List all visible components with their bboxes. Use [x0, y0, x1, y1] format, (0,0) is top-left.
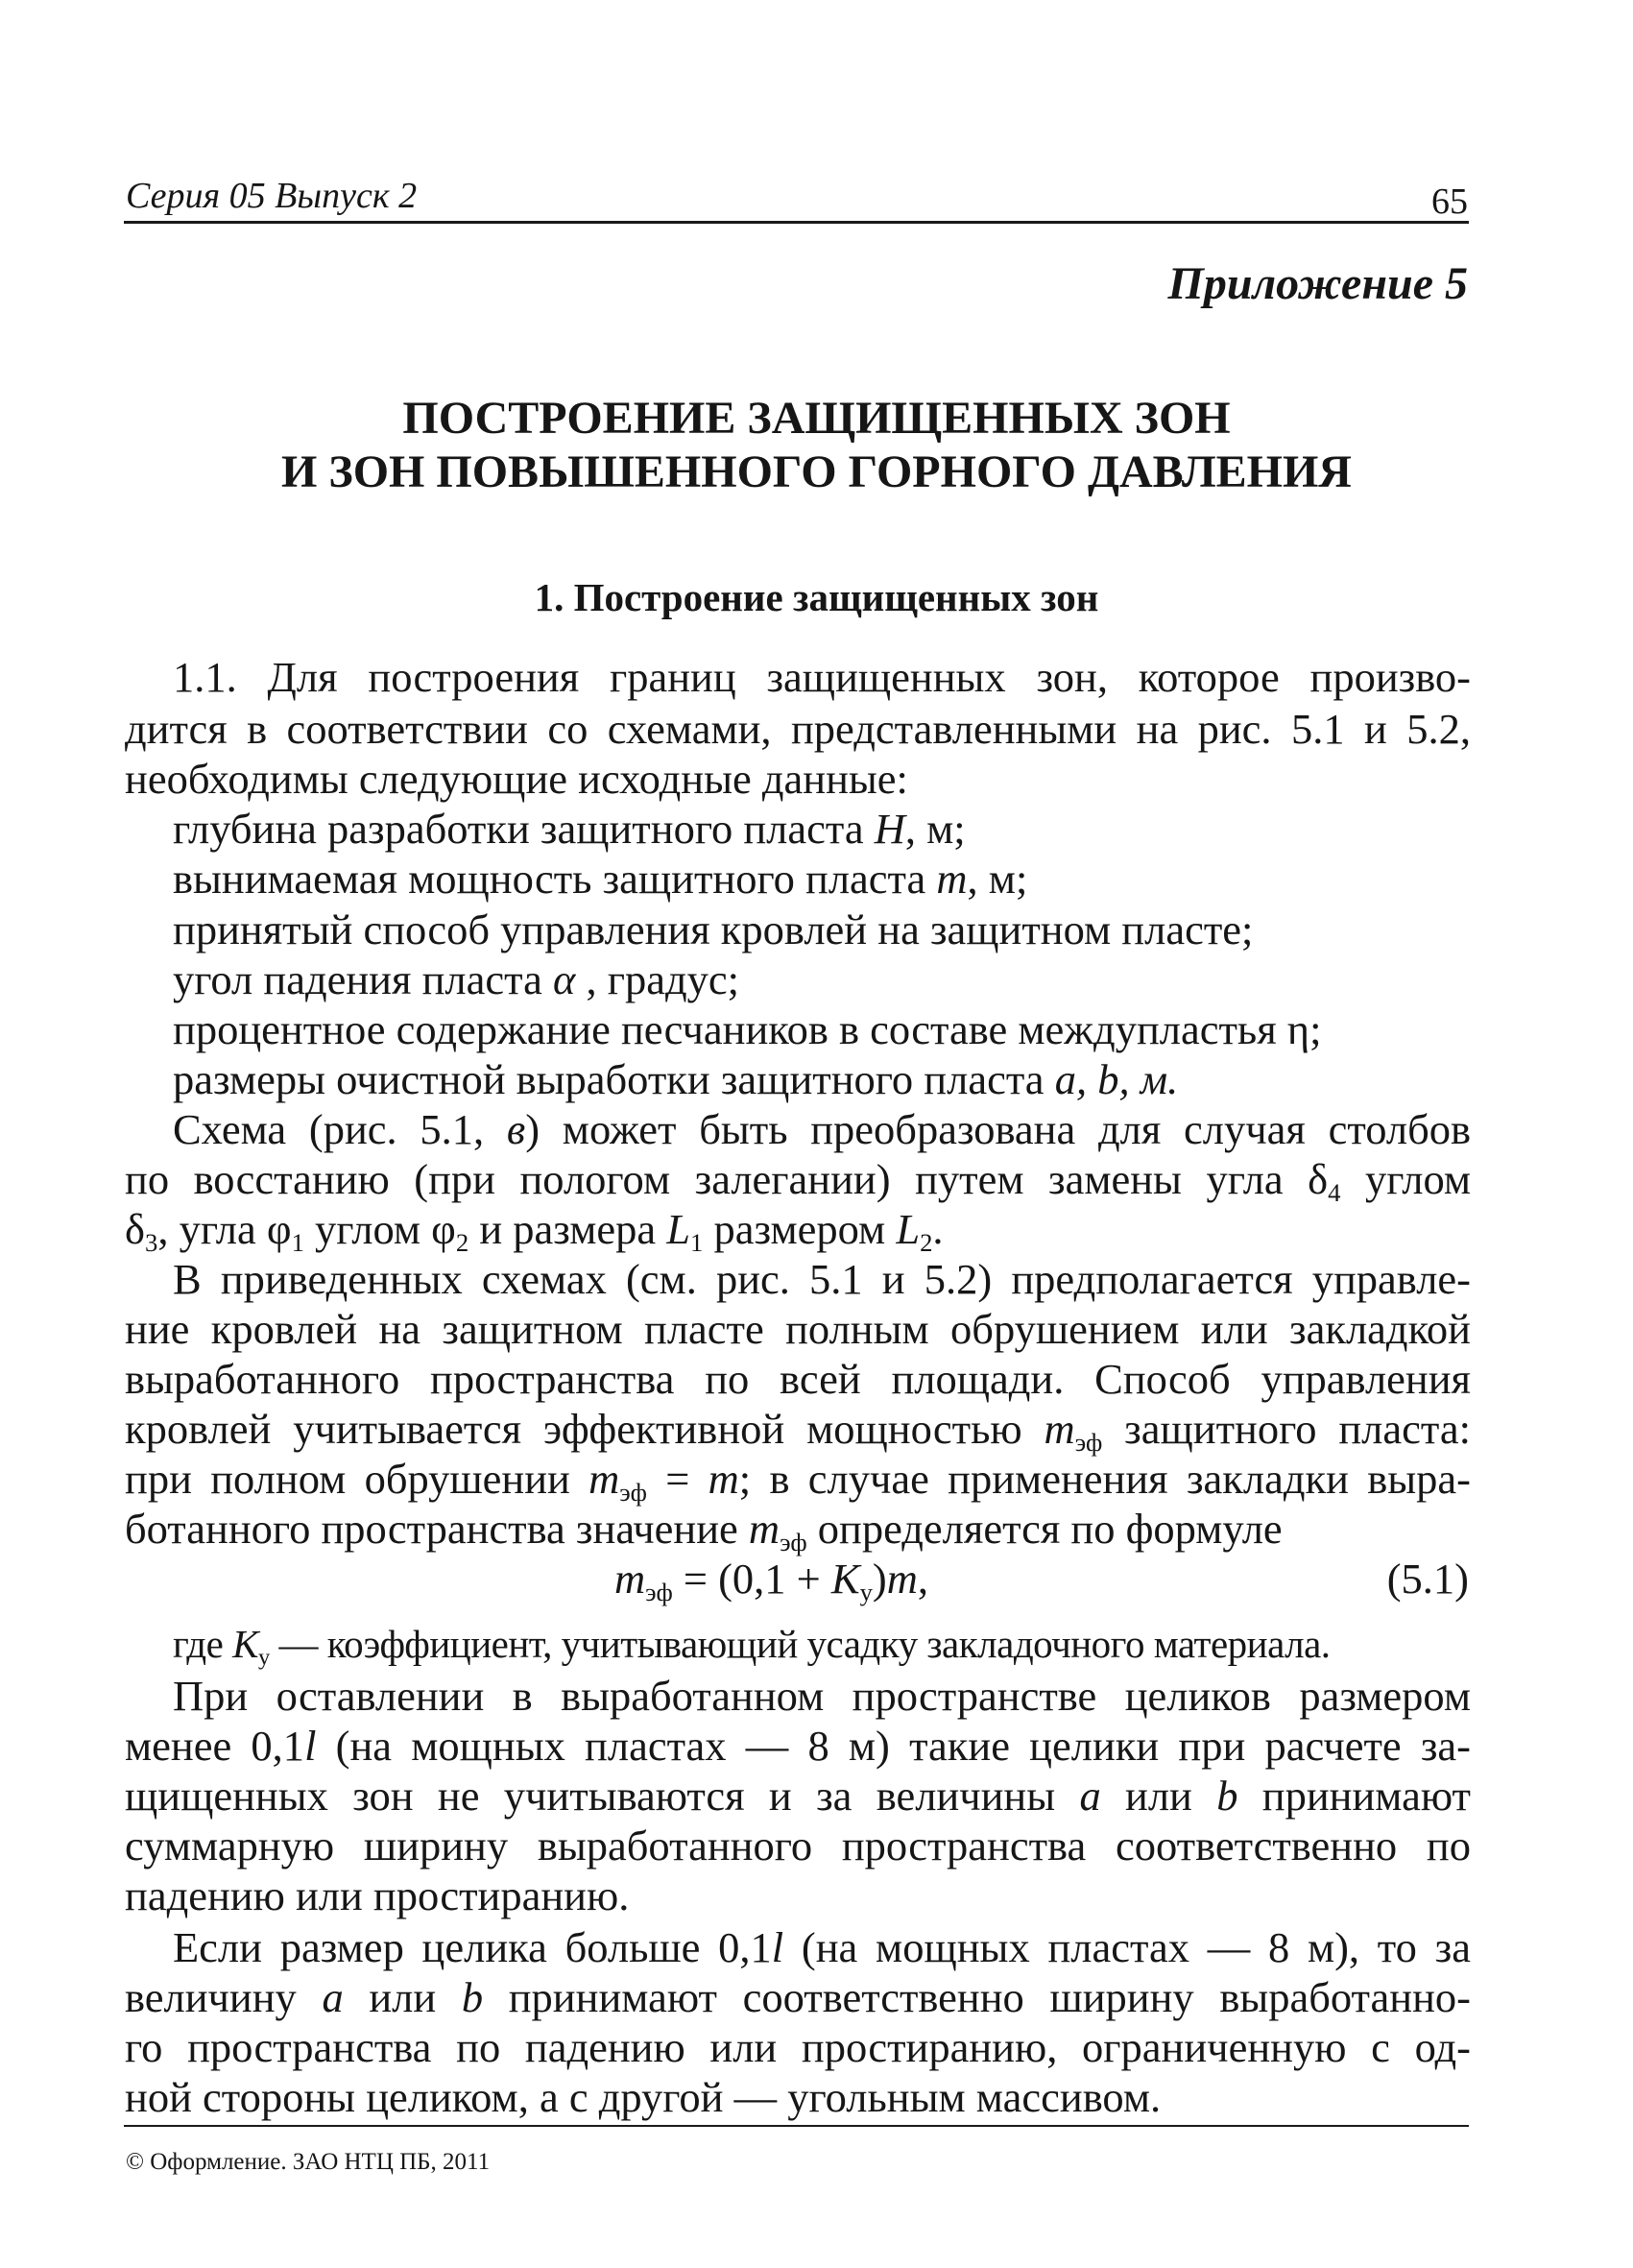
- text-line: Если размер целика больше 0,1l (на мощных пластах — 8 м), то за: [173, 1923, 1471, 1971]
- list-item: процентное содержание песчаников в составе междупластья η;: [173, 1005, 1322, 1053]
- footer-copyright: © Оформление. ЗАО НТЦ ПБ, 2011: [126, 2149, 491, 2175]
- formula-expression: $m_{эф} = (0,1 + K_у)m$,: [614, 1555, 928, 1606]
- title-line-2: И ЗОН ПОВЫШЕННОГО ГОРНОГО ДАВЛЕНИЯ: [281, 446, 1352, 497]
- text-line: падению или простиранию.: [125, 1871, 630, 1919]
- list-item: принятый способ управления кровлей на защитном пласте;: [173, 905, 1254, 953]
- page-number: 65: [1431, 181, 1468, 222]
- text-line: го пространства по падению или простиранию, ограниченную с од-: [125, 2023, 1471, 2071]
- list-item: угол падения пласта α , градус;: [173, 955, 739, 1003]
- text-line: ние кровлей на защитном пласте полным обрушением или закладкой: [125, 1305, 1471, 1353]
- list-item: размеры очистной выработки защитного пласта a, b, м.: [173, 1055, 1179, 1103]
- header-rule: [124, 221, 1469, 224]
- text-line: менее 0,1l (на мощных пластах — 8 м) такие целики при расчете за-: [125, 1722, 1472, 1770]
- title-line-1: ПОСТРОЕНИЕ ЗАЩИЩЕННЫХ ЗОН: [402, 393, 1231, 444]
- text-line: необходимы следующие исходные данные:: [125, 755, 908, 803]
- text-line: При оставлении в выработанном пространстве целиков размером: [173, 1672, 1471, 1720]
- list-item: вынимаемая мощность защитного пласта m, м;: [173, 855, 1028, 903]
- equation-number: (5.1): [1386, 1555, 1469, 1603]
- where-line: где $K_у$ — коэффициент, учитывающий усадку закладочного материала.: [173, 1622, 1331, 1671]
- text-line: ботанного пространства значение $m_{эф}$ определяется по формуле: [125, 1505, 1283, 1556]
- list-item: глубина разработки защитного пласта H, м;: [173, 805, 966, 853]
- text-line: дится в соответствии со схемами, представленными на рис. 5.1 и 5.2,: [125, 705, 1471, 753]
- text-line: ной стороны целиком, а с другой — угольным массивом.: [125, 2073, 1162, 2121]
- text-line: величину a или b принимают соответственно ширину выработанно-: [125, 1973, 1471, 2021]
- section-heading: 1. Построение защищенных зон: [534, 575, 1099, 619]
- text-line: щищенных зон не учитываются и за величины a или b принимают: [125, 1772, 1471, 1820]
- text-line: выработанного пространства по всей площади. Способ управления: [125, 1355, 1471, 1403]
- text-line: В приведенных схемах (см. рис. 5.1 и 5.2) предполагается управле-: [173, 1255, 1471, 1303]
- appendix-label: Приложение 5: [1167, 258, 1468, 309]
- text-line: при полном обрушении $m_{эф} = m$; в случае применения закладки выра-: [125, 1455, 1471, 1507]
- text-line: Схема (рис. 5.1, в) может быть преобразована для случая столбов: [173, 1105, 1471, 1153]
- text-line: 1.1. Для построения границ защищенных зон, которое произво-: [173, 653, 1471, 701]
- text-line: кровлей учитывается эффективной мощностью $m_{эф}$ защитного пласта:: [125, 1405, 1471, 1457]
- series-label: Серия 05 Выпуск 2: [126, 176, 418, 216]
- footer-rule: [124, 2125, 1469, 2127]
- text-line: по восстанию (при пологом залегании) путем замены угла $\delta_4$ углом: [125, 1155, 1472, 1207]
- text-line: $\delta_3$, угла $\varphi_1$ углом $\varphi_2$ и размера $L_1$ размером $L_2$.: [125, 1205, 944, 1257]
- text-line: суммарную ширину выработанного пространства соответственно по: [125, 1822, 1471, 1870]
